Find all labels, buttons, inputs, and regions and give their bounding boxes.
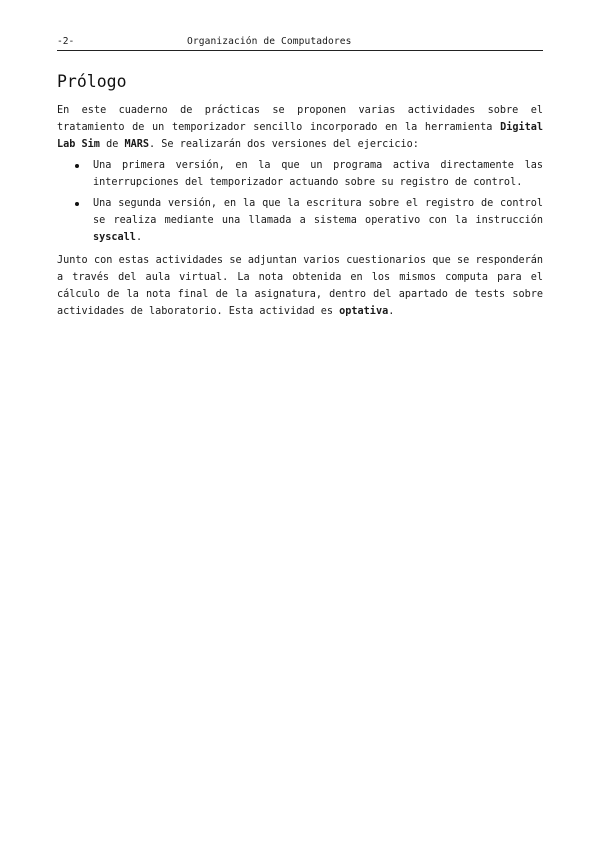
optional-label: optativa bbox=[339, 306, 389, 317]
instruction-name: syscall bbox=[93, 232, 136, 243]
intro-paragraph bbox=[57, 102, 543, 153]
bullet-icon bbox=[75, 164, 79, 168]
closing-paragraph bbox=[57, 252, 543, 320]
list-item-text bbox=[93, 198, 543, 243]
intro-text-3: . Se realizarán dos versiones del ejercicio: bbox=[149, 139, 419, 150]
list-item-text-end: . bbox=[135, 232, 143, 243]
document-page bbox=[57, 36, 543, 320]
bullet-icon bbox=[75, 202, 79, 206]
intro-text-2: de bbox=[99, 139, 125, 150]
list-item bbox=[57, 195, 543, 246]
closing-text-2: . bbox=[388, 306, 395, 317]
simulator-name: MARS bbox=[124, 139, 150, 150]
page-number: -2- bbox=[57, 36, 75, 47]
section-title: Prólogo bbox=[57, 72, 127, 91]
running-title: Organización de Computadores bbox=[187, 36, 352, 47]
closing-text-1: Junto con estas actividades se adjuntan varios cuestionarios que se responderán a través del aula virtual. La nota obtenida en los mismos computa para el cálculo de la nota final de la asignatura, dentro del apartado de tests sobre actividades de laboratorio. Esta actividad es bbox=[57, 255, 543, 317]
list-item bbox=[57, 157, 543, 191]
intro-text-1: En este cuaderno de prácticas se proponen varias actividades sobre el tratamiento de un temporizador sencillo incorporado en la herramienta bbox=[57, 105, 543, 133]
list-item-text: Una primera versión, en la que un programa activa directamente las interrupciones del temporizador actuando sobre su registro de control. bbox=[93, 160, 543, 188]
versions-list bbox=[57, 157, 543, 246]
list-item-text-main: Una segunda versión, en la que la escritura sobre el registro de control se realiza mediante una llamada a sistema operativo con la instrucción bbox=[93, 198, 543, 226]
tool-name: Digital Lab Sim bbox=[57, 122, 543, 150]
page-header bbox=[57, 36, 543, 51]
